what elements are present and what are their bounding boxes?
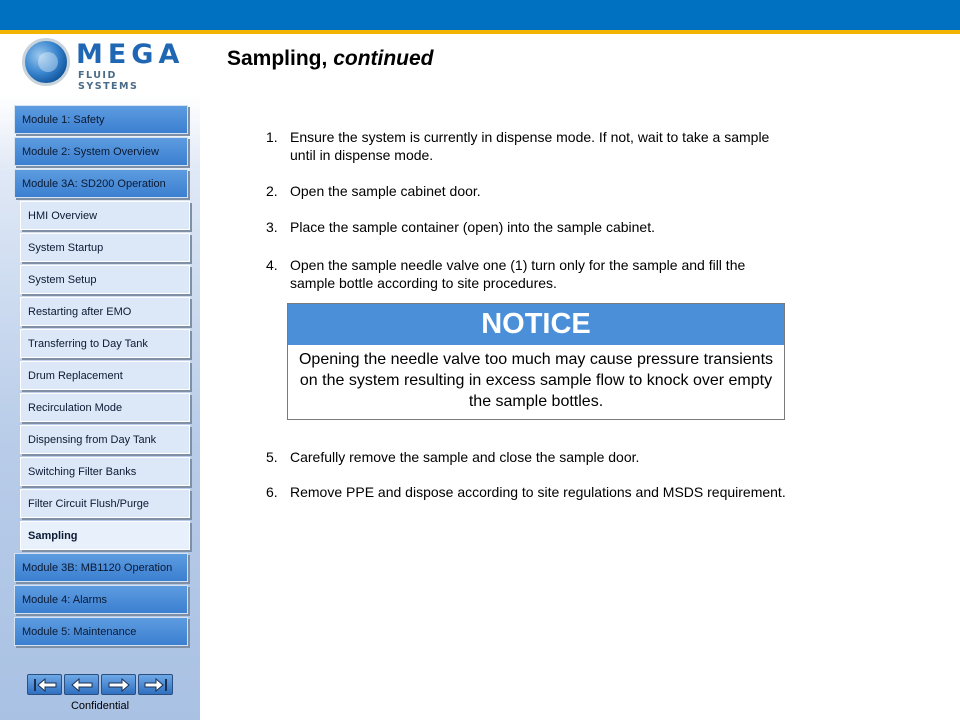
nav-sub-hmi-overview[interactable] bbox=[20, 201, 190, 230]
step-text: Open the sample needle valve one (1) turn only for the sample and fill the sample bottle according to site procedures. bbox=[290, 257, 746, 291]
nav-sub-restarting-after-emo[interactable] bbox=[20, 297, 190, 326]
nav-module-1-safety[interactable] bbox=[14, 105, 188, 134]
nav-sub-system-setup[interactable] bbox=[20, 265, 190, 294]
nav-module-2-system-overview[interactable] bbox=[14, 137, 188, 166]
notice-body: Opening the needle valve too much may cause pressure transients on the system resulting in excess sample flow to knock over empty the sample bottles. bbox=[298, 351, 774, 410]
nav-sub-drum-replacement[interactable] bbox=[20, 361, 190, 390]
nav-label: System Setup bbox=[28, 273, 97, 286]
nav-module-3b-mb1120-operation[interactable] bbox=[14, 553, 188, 582]
page-title-main: Sampling, bbox=[227, 47, 334, 70]
notice-box bbox=[287, 303, 785, 420]
next-page-icon[interactable] bbox=[101, 674, 136, 695]
first-page-icon[interactable] bbox=[27, 674, 62, 695]
page-title-emphasis: continued bbox=[333, 47, 434, 70]
nav-module-5-maintenance[interactable] bbox=[14, 617, 188, 646]
step-number: 1. bbox=[266, 129, 278, 145]
nav-label: Module 3B: MB1120 Operation bbox=[22, 561, 173, 574]
step-text: Place the sample container (open) into the sample cabinet. bbox=[290, 219, 655, 235]
step-item bbox=[266, 218, 796, 236]
nav-sub-sampling[interactable] bbox=[20, 521, 190, 550]
logo-name: MEGA bbox=[76, 39, 185, 70]
nav-module-3a-sd200-operation[interactable] bbox=[14, 169, 188, 198]
step-item bbox=[266, 128, 796, 164]
step-text: Carefully remove the sample and close the sample door. bbox=[290, 449, 640, 465]
nav-label: Restarting after EMO bbox=[28, 305, 132, 318]
nav-label: Drum Replacement bbox=[28, 369, 123, 382]
last-page-icon[interactable] bbox=[138, 674, 173, 695]
page-title bbox=[227, 47, 434, 71]
previous-page-icon[interactable] bbox=[64, 674, 99, 695]
nav-label: Switching Filter Banks bbox=[28, 465, 137, 478]
nav-label: Recirculation Mode bbox=[28, 401, 123, 414]
step-text: Ensure the system is currently in dispense mode. If not, wait to take a sample until in dispense mode. bbox=[290, 129, 770, 163]
nav-label: Module 2: System Overview bbox=[22, 145, 159, 158]
step-text: Remove PPE and dispose according to site regulations and MSDS requirement. bbox=[290, 484, 786, 500]
step-text: Open the sample cabinet door. bbox=[290, 183, 481, 199]
step-item bbox=[266, 182, 796, 200]
slide-navigation bbox=[27, 674, 173, 696]
step-number: 6. bbox=[266, 484, 278, 500]
nav-sub-dispensing-from-day-tank[interactable] bbox=[20, 425, 190, 454]
logo-subtitle: FLUID SYSTEMS bbox=[78, 70, 139, 92]
nav-label: Dispensing from Day Tank bbox=[28, 433, 157, 446]
step-number: 4. bbox=[266, 257, 278, 273]
notice-heading: NOTICE bbox=[288, 304, 784, 345]
top-bar bbox=[0, 0, 960, 30]
nav-sub-recirculation-mode[interactable] bbox=[20, 393, 190, 422]
nav-sub-system-startup[interactable] bbox=[20, 233, 190, 262]
step-item bbox=[266, 256, 796, 292]
nav-label: Module 3A: SD200 Operation bbox=[22, 177, 166, 190]
nav-label: Module 4: Alarms bbox=[22, 593, 107, 606]
nav-label: HMI Overview bbox=[28, 209, 98, 222]
nav-label: Module 5: Maintenance bbox=[22, 625, 137, 638]
nav-module-4-alarms[interactable] bbox=[14, 585, 188, 614]
nav-label: Filter Circuit Flush/Purge bbox=[28, 497, 150, 510]
step-number: 3. bbox=[266, 219, 278, 235]
confidential-label: Confidential bbox=[70, 700, 130, 712]
step-number: 2. bbox=[266, 183, 278, 199]
step-item bbox=[266, 448, 796, 466]
nav-sub-switching-filter-banks[interactable] bbox=[20, 457, 190, 486]
nav-label: Sampling bbox=[28, 529, 78, 542]
nav-label: System Startup bbox=[28, 241, 104, 254]
logo-emblem-icon bbox=[22, 38, 70, 86]
nav-sub-transferring-to-day-tank[interactable] bbox=[20, 329, 190, 358]
nav-label: Module 1: Safety bbox=[22, 113, 105, 126]
step-number: 5. bbox=[266, 449, 278, 465]
nav-label: Transferring to Day Tank bbox=[28, 337, 148, 350]
company-logo bbox=[20, 38, 185, 92]
nav-sub-filter-circuit-flush-purge[interactable] bbox=[20, 489, 190, 518]
step-item bbox=[266, 483, 796, 519]
